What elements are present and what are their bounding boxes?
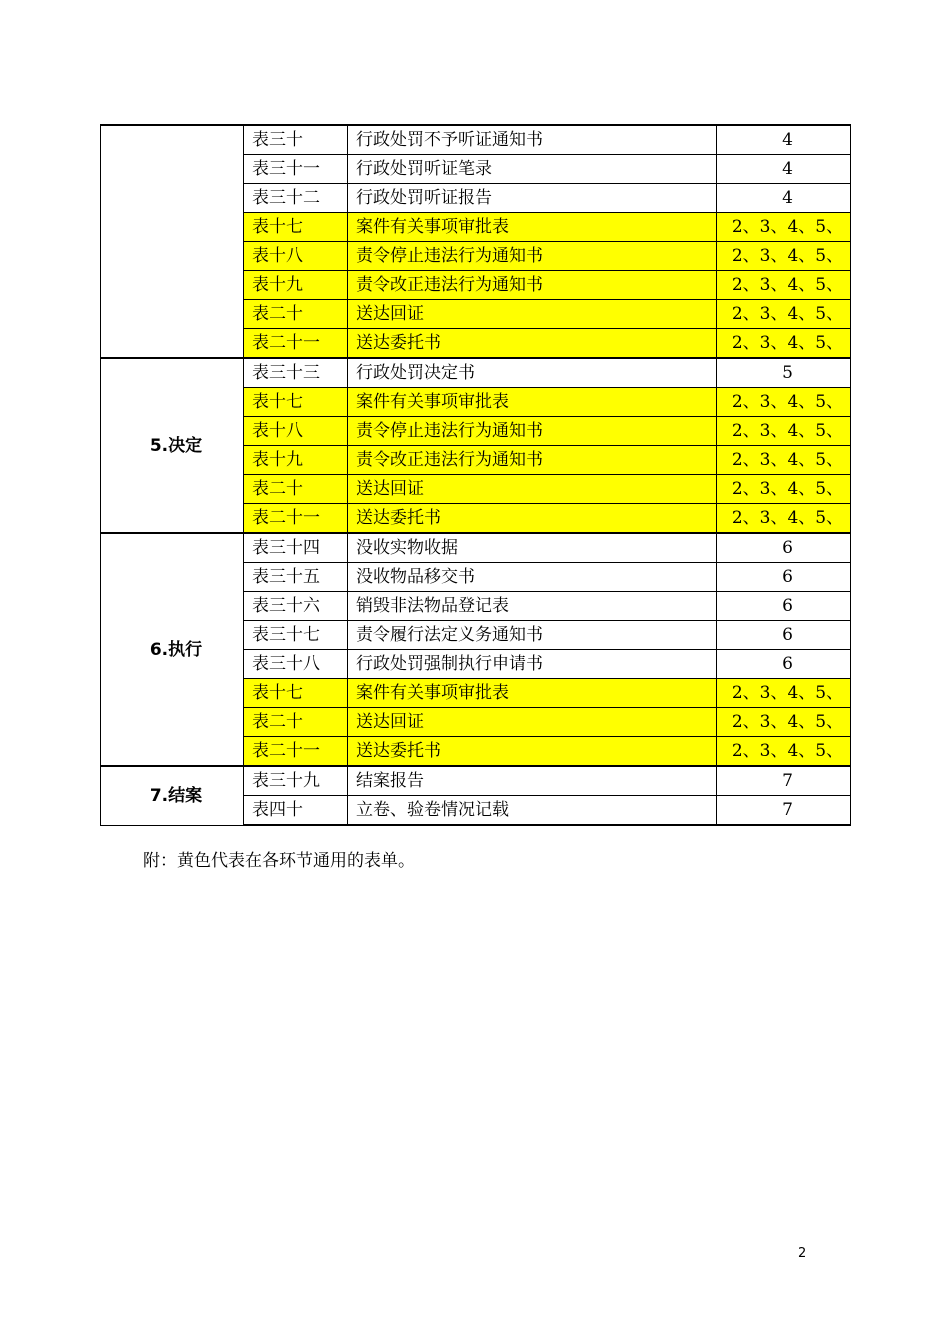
form-code-cell: 表二十	[244, 300, 348, 329]
form-code-cell: 表三十六	[244, 592, 348, 621]
phase-cell: 6	[717, 592, 851, 621]
table-row	[101, 533, 851, 563]
form-code-cell: 表三十九	[244, 766, 348, 796]
table-row	[101, 766, 851, 796]
form-code-cell: 表十九	[244, 446, 348, 475]
form-name-cell: 案件有关事项审批表	[348, 388, 717, 417]
form-name-cell: 送达委托书	[348, 504, 717, 534]
phase-cell: 2、3、4、5、	[717, 271, 851, 300]
phase-cell: 4	[717, 155, 851, 184]
stage-cell: 5.决定	[101, 358, 244, 533]
phase-cell: 2、3、4、5、	[717, 329, 851, 359]
stage-cell: 6.执行	[101, 533, 244, 766]
form-name-cell: 行政处罚听证报告	[348, 184, 717, 213]
form-name-cell: 送达回证	[348, 300, 717, 329]
form-name-cell: 没收实物收据	[348, 533, 717, 563]
phase-cell: 2、3、4、5、	[717, 446, 851, 475]
footnote: 附：黄色代表在各环节通用的表单。	[143, 851, 415, 871]
form-name-cell: 行政处罚强制执行申请书	[348, 650, 717, 679]
form-name-cell: 行政处罚决定书	[348, 358, 717, 388]
form-code-cell: 表十八	[244, 242, 348, 271]
forms-table	[100, 124, 851, 826]
form-code-cell: 表三十四	[244, 533, 348, 563]
form-name-cell: 责令停止违法行为通知书	[348, 242, 717, 271]
form-name-cell: 送达回证	[348, 475, 717, 504]
form-code-cell: 表十八	[244, 417, 348, 446]
phase-cell: 4	[717, 184, 851, 213]
form-code-cell: 表二十一	[244, 329, 348, 359]
form-name-cell: 责令改正违法行为通知书	[348, 271, 717, 300]
form-name-cell: 立卷、验卷情况记载	[348, 796, 717, 826]
form-name-cell: 送达委托书	[348, 329, 717, 359]
phase-cell: 2、3、4、5、	[717, 475, 851, 504]
phase-cell: 2、3、4、5、	[717, 388, 851, 417]
phase-cell: 2、3、4、5、	[717, 417, 851, 446]
form-code-cell: 表十九	[244, 271, 348, 300]
form-code-cell: 表三十三	[244, 358, 348, 388]
form-code-cell: 表三十	[244, 125, 348, 155]
forms-table-body	[101, 125, 851, 825]
form-code-cell: 表十七	[244, 679, 348, 708]
form-name-cell: 销毁非法物品登记表	[348, 592, 717, 621]
form-code-cell: 表二十	[244, 475, 348, 504]
phase-cell: 7	[717, 766, 851, 796]
stage-cell: 7.结案	[101, 766, 244, 825]
form-name-cell: 送达回证	[348, 708, 717, 737]
phase-cell: 2、3、4、5、	[717, 242, 851, 271]
form-name-cell: 没收物品移交书	[348, 563, 717, 592]
phase-cell: 2、3、4、5、	[717, 504, 851, 534]
phase-cell: 2、3、4、5、	[717, 300, 851, 329]
phase-cell: 2、3、4、5、	[717, 679, 851, 708]
form-name-cell: 结案报告	[348, 766, 717, 796]
phase-cell: 6	[717, 563, 851, 592]
form-name-cell: 案件有关事项审批表	[348, 213, 717, 242]
form-name-cell: 案件有关事项审批表	[348, 679, 717, 708]
form-name-cell: 责令履行法定义务通知书	[348, 621, 717, 650]
phase-cell: 7	[717, 796, 851, 826]
form-name-cell: 行政处罚听证笔录	[348, 155, 717, 184]
phase-cell: 2、3、4、5、	[717, 213, 851, 242]
phase-cell: 4	[717, 125, 851, 155]
table-row	[101, 358, 851, 388]
form-code-cell: 表三十一	[244, 155, 348, 184]
table-row	[101, 125, 851, 155]
form-code-cell: 表三十八	[244, 650, 348, 679]
form-code-cell: 表二十	[244, 708, 348, 737]
phase-cell: 2、3、4、5、	[717, 708, 851, 737]
form-name-cell: 行政处罚不予听证通知书	[348, 125, 717, 155]
phase-cell: 2、3、4、5、	[717, 737, 851, 767]
stage-cell	[101, 125, 244, 358]
page-number: 2	[798, 1246, 807, 1261]
form-name-cell: 送达委托书	[348, 737, 717, 767]
form-code-cell: 表二十一	[244, 737, 348, 767]
form-code-cell: 表二十一	[244, 504, 348, 534]
form-code-cell: 表四十	[244, 796, 348, 826]
form-name-cell: 责令停止违法行为通知书	[348, 417, 717, 446]
form-code-cell: 表三十二	[244, 184, 348, 213]
phase-cell: 6	[717, 650, 851, 679]
form-code-cell: 表三十七	[244, 621, 348, 650]
phase-cell: 6	[717, 621, 851, 650]
form-code-cell: 表三十五	[244, 563, 348, 592]
phase-cell: 5	[717, 358, 851, 388]
form-name-cell: 责令改正违法行为通知书	[348, 446, 717, 475]
form-code-cell: 表十七	[244, 388, 348, 417]
form-code-cell: 表十七	[244, 213, 348, 242]
phase-cell: 6	[717, 533, 851, 563]
